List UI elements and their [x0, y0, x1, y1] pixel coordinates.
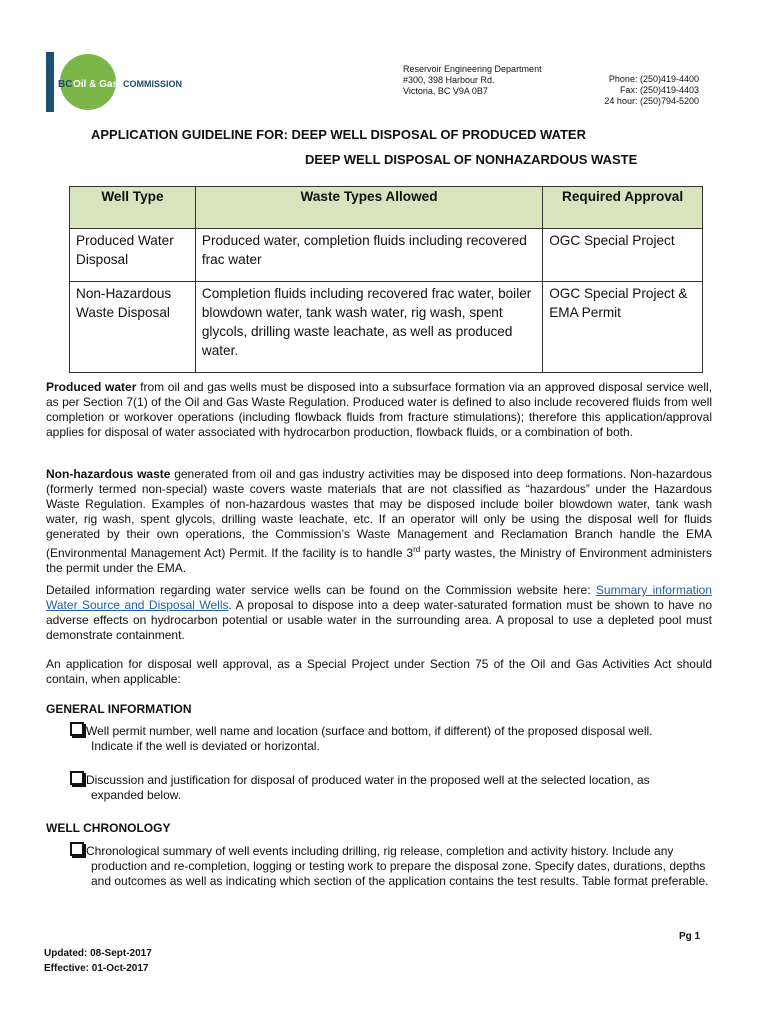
page-title: APPLICATION GUIDELINE FOR: DEEP WELL DISPOSAL OF PRODUCED WATER	[91, 127, 586, 142]
cell-required-approval: OGC Special Project	[543, 229, 703, 282]
non-hazardous-term: Non-hazardous waste	[46, 467, 171, 481]
checkbox[interactable]	[70, 771, 84, 785]
checkbox[interactable]	[70, 842, 84, 856]
bc-oil-gas-commission-logo	[44, 52, 194, 112]
dept-city: Victoria, BC V9A 0B7	[403, 86, 488, 96]
detailed-info-paragraph	[46, 583, 712, 643]
checklist-item-text: Chronological summary of well events including drilling, rig release, completion and activity history. Include any	[86, 844, 674, 858]
detailed-info-text-a: Detailed information regarding water service wells can be found on the Commission website here:	[46, 583, 596, 597]
logo-commission-text: COMMISSION	[123, 79, 183, 89]
checklist-item	[70, 842, 715, 889]
checklist-item	[70, 771, 715, 803]
table-row	[70, 282, 703, 373]
non-hazardous-text-a: generated from oil and gas industry activities may be disposed into deep formations. Non-hazardous (formerly termed non-special) waste covers waste materials that are not classified as “hazardous” under the Hazardous Waste Regulation. Examples of non-hazardous wastes that may be disposed include boiler blowdown water, tank wash water, rig wash, spent glycols, drilling waste leachate, etc. If an operator will only be using the disposal well for fluids generated by their own operations, the Commission’s Waste Management and Reclamation Branch handle the EMA (Environmental Management Act) Permit. If the facility is to handle 3	[46, 467, 712, 560]
checklist-item-text-cont: production and re-completion, logging or testing work to prepare the disposal zone. Specify dates, durations, depths and outcomes as well as indicating which section of the application contains the test results. Table format preferable.	[91, 859, 709, 888]
contact-numbers	[560, 74, 699, 107]
footer-dates	[44, 946, 152, 976]
effective-date: Effective: 01-Oct-2017	[44, 963, 149, 974]
logo-oil-gas-text: Oil & Gas	[73, 79, 119, 90]
updated-date: Updated: 08-Sept-2017	[44, 948, 152, 959]
ordinal-suffix: rd	[413, 545, 421, 554]
checklist-item-text-cont: Indicate if the well is deviated or horizontal.	[91, 739, 320, 753]
header-waste-types: Waste Types Allowed	[195, 187, 542, 229]
logo-bar	[46, 52, 54, 112]
well-chronology-heading: WELL CHRONOLOGY	[46, 821, 171, 835]
dept-street: #300, 398 Harbour Rd.	[403, 75, 495, 85]
non-hazardous-text-b: party wastes, the Ministry of Environment administers the permit under the EMA.	[46, 546, 713, 575]
department-address	[403, 64, 542, 97]
general-information-heading: GENERAL INFORMATION	[46, 702, 192, 716]
24-hour-number: 24 hour: (250)794-5200	[604, 96, 699, 106]
fax-number: Fax: (250)419-4403	[619, 85, 699, 95]
application-intro-paragraph: An application for disposal well approval, as a Special Project under Section 75 of the Oil and Gas Activities Act should contain, when applicable:	[46, 657, 712, 686]
cell-waste-types: Completion fluids including recovered frac water, boiler blowdown water, tank wash water, rig wash, spent glycols, drilling waste leachate, as well as produced water.	[195, 282, 542, 373]
cell-well-type: Produced Water Disposal	[70, 229, 196, 282]
logo-graphic	[44, 52, 194, 112]
produced-water-text: from oil and gas wells must be disposed into a subsurface formation via an approved disposal service well, as per Section 7(1) of the Oil and Gas Waste Regulation. Produced water is defined to also include recovered fluids from well completion or workover operations (including flowback fluids from fracture stimulations); therefore this application/approval applies for disposal of water associated with hydrocarbon production, flowback fluids, or a combination of both.	[46, 380, 712, 439]
dept-name: Reservoir Engineering Department	[403, 64, 542, 74]
non-hazardous-paragraph	[46, 467, 712, 576]
checklist-item-text-cont: expanded below.	[91, 788, 182, 802]
header-well-type: Well Type	[70, 187, 196, 229]
well-type-table	[69, 186, 703, 373]
header-required-approval: Required Approval	[543, 187, 703, 229]
logo-bc-text: BC	[58, 79, 73, 90]
produced-water-term: Produced water	[46, 380, 137, 394]
page-subtitle: DEEP WELL DISPOSAL OF NONHAZARDOUS WASTE	[305, 152, 638, 167]
cell-well-type: Non-Hazardous Waste Disposal	[70, 282, 196, 373]
table-row	[70, 229, 703, 282]
table-header-row	[70, 187, 703, 229]
summary-info-link[interactable]: Summary information Water Source and Disposal Wells	[46, 583, 712, 612]
cell-required-approval: OGC Special Project & EMA Permit	[543, 282, 703, 373]
cell-waste-types: Produced water, completion fluids including recovered frac water	[195, 229, 542, 282]
checklist-item-text: Well permit number, well name and location (surface and bottom, if different) of the proposed disposal well.	[86, 724, 653, 738]
detailed-info-text-b: . A proposal to dispose into a deep water-saturated formation must be shown to have no adverse effects on hydrocarbon potential or usable water in the surrounding area. A proposal to use a depleted pool must demonstrate containment.	[46, 598, 713, 642]
checklist-item	[70, 722, 715, 754]
checkbox[interactable]	[70, 722, 84, 736]
produced-water-paragraph	[46, 380, 712, 440]
phone-number: Phone: (250)419-4400	[608, 74, 699, 84]
page-number: Pg 1	[679, 931, 701, 942]
checklist-item-text: Discussion and justification for disposal of produced water in the proposed well at the selected location, as	[86, 773, 650, 787]
